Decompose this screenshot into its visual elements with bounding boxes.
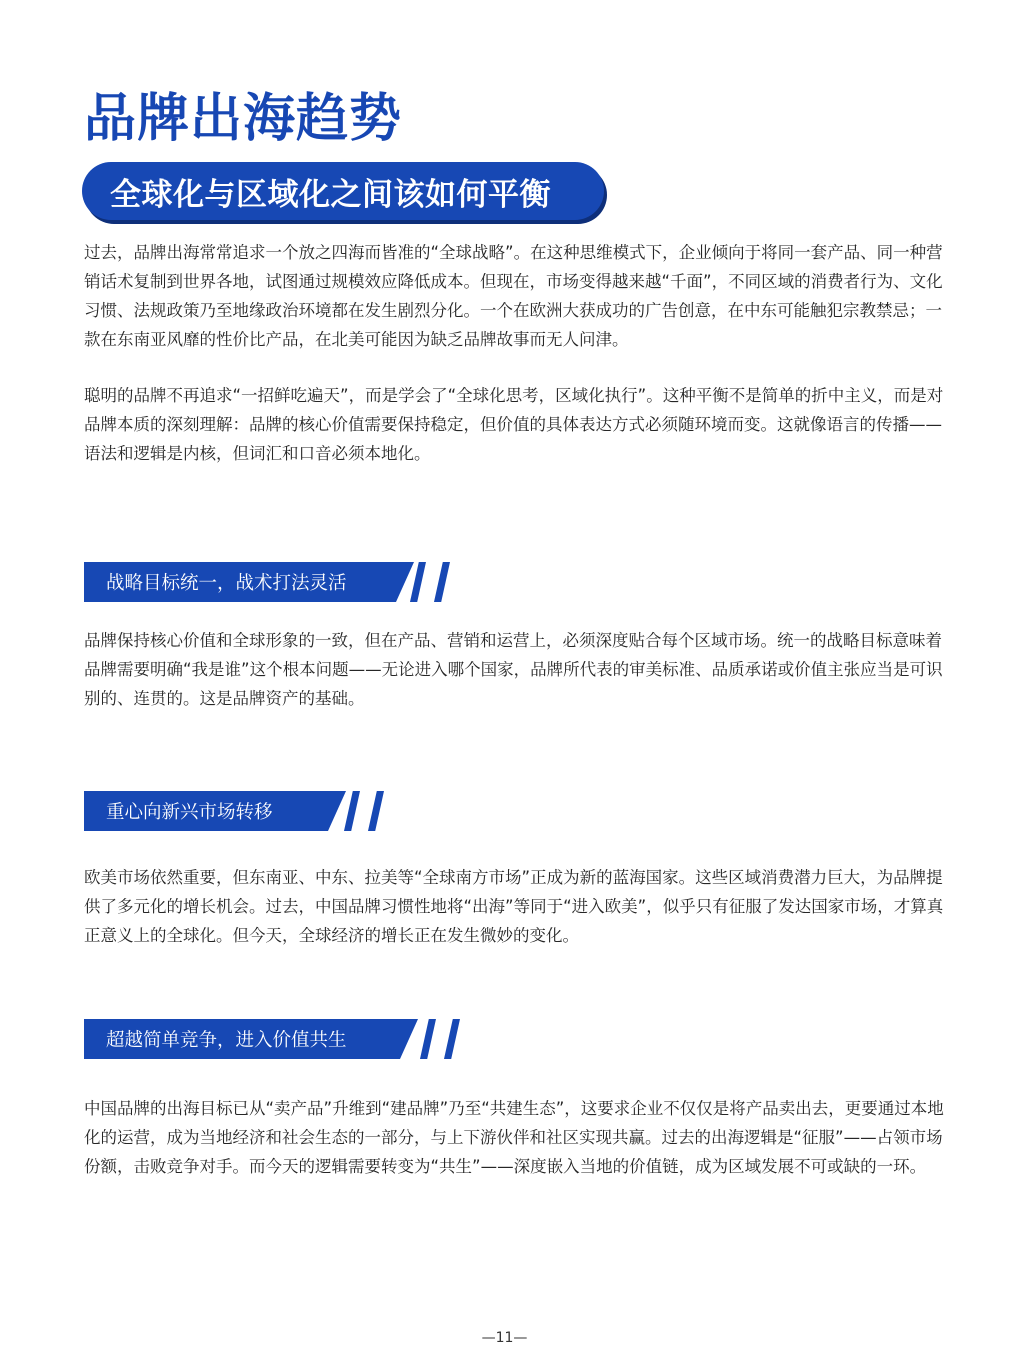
section-body: 品牌保持核心价值和全球形象的一致，但在产品、营销和运营上，必须深度贴合每个区域市场。统一的战略目标意味着品牌需要明确“我是谁”这个根本问题——无论进入哪个国家，品牌所代表的审美标准、品质承诺或价值主张应当是可识别的、连贯的。这是品牌资产的基础。 [84, 631, 943, 708]
page-number: —11— [481, 1330, 528, 1346]
section-body: 欧美市场依然重要，但东南亚、中东、拉美等“全球南方市场”正成为新的蓝海国家。这些区域消费潜力巨大，为品牌提供了多元化的增长机会。过去，中国品牌习惯性地将“出海”等同于“进入欧美”，似乎只有征服了发达国家市场，才算真正意义上的全球化。但今天，全球经济的增长正在发生微妙的变化。 [84, 868, 944, 945]
section-heading: 重心向新兴市场转移 [106, 802, 273, 823]
page-title: 品牌出海趋势 [84, 89, 403, 149]
slash-decoration [444, 1019, 460, 1059]
subtitle-banner [82, 162, 604, 220]
slash-decoration [434, 562, 450, 602]
slash-decoration [344, 791, 360, 831]
section-body: 中国品牌的出海目标已从“卖产品”升维到“建品牌”乃至“共建生态”，这要求企业不仅仅是将产品卖出去，更要通过本地化的运营，成为当地经济和社会生态的一部分，与上下游伙伴和社区实现共赢。过去的出海逻辑是“征服”——占领市场份额，击败竞争对手。而今天的逻辑需要转变为“共生”——深度嵌入当地的价值链，成为区域发展不可或缺的一环。 [84, 1099, 944, 1176]
intro-paragraph-1: 过去，品牌出海常常追求一个放之四海而皆准的“全球战略”。在这种思维模式下，企业倾向于将同一套产品、同一种营销话术复制到世界各地，试图通过规模效应降低成本。但现在，市场变得越来越“千面”，不同区域的消费者行为、文化习惯、法规政策乃至地缘政治环境都在发生剧烈分化。一个在欧洲大获成功的广告创意，在中东可能触犯宗教禁忌；一款在东南亚风靡的性价比产品，在北美可能因为缺乏品牌故事而无人问津。 [84, 243, 943, 349]
section-heading-bar [84, 562, 414, 602]
section-heading-bar [84, 1019, 418, 1059]
section-heading: 战略目标统一，战术打法灵活 [106, 573, 347, 594]
intro-paragraph-2: 聪明的品牌不再追求“一招鲜吃遍天”，而是学会了“全球化思考，区域化执行”。这种平衡不是简单的折中主义，而是对品牌本质的深刻理解：品牌的核心价值需要保持稳定，但价值的具体表达方式必须随环境而变。这就像语言的传播——语法和逻辑是内核，但词汇和口音必须本地化。 [84, 386, 944, 463]
slash-decoration [368, 791, 384, 831]
section-heading: 超越简单竞争，进入价值共生 [106, 1030, 347, 1051]
slash-decoration [420, 1019, 436, 1059]
section-heading-bar [84, 791, 346, 831]
subtitle-text: 全球化与区域化之间该如何平衡 [110, 176, 551, 213]
